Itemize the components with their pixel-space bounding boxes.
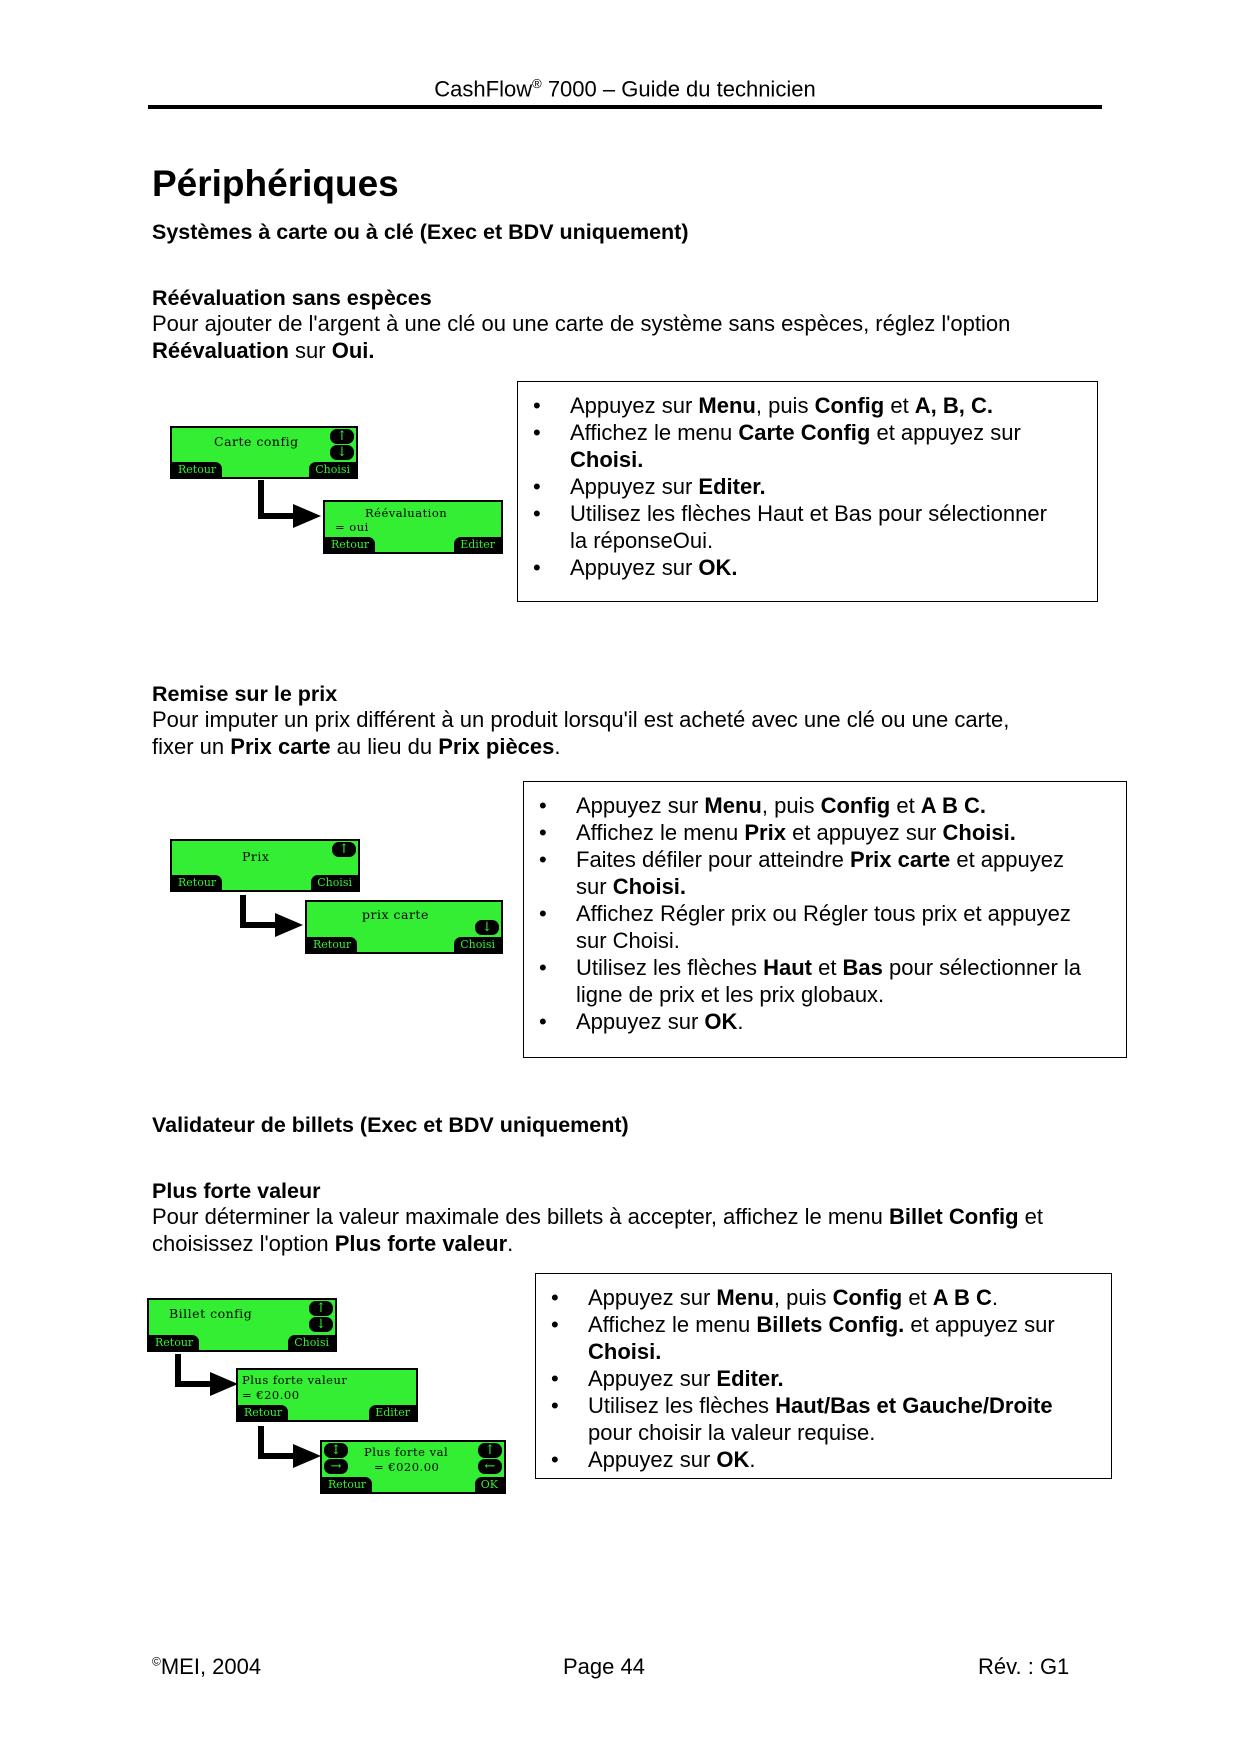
up-arrow-icon: ↑ — [330, 429, 354, 444]
lcd-title: Plus forte val — [364, 1445, 449, 1459]
instruction-box-revaluation — [517, 381, 1098, 602]
list-item: • Utilisez les flèches Haut et Bas pour sélectionner la réponseOui. — [518, 500, 1097, 554]
bold-term: Réévaluation — [152, 338, 289, 363]
flow-arrow-icon — [172, 1354, 242, 1404]
paragraph-price-discount — [152, 706, 1112, 760]
subheading-revaluation: Réévaluation sans espèces — [152, 286, 432, 310]
up-arrow-icon: ↑ — [478, 1443, 502, 1458]
softkey-retour: Retour — [307, 937, 357, 952]
softkey-choisi: Choisi — [311, 875, 358, 890]
softkey-retour: Retour — [325, 537, 375, 552]
footer-revision: Rév. : G1 — [978, 1654, 1070, 1679]
lcd-value: = €020.00 — [374, 1460, 440, 1474]
paragraph-line: choisissez l'option Plus forte valeur. — [152, 1231, 514, 1256]
lcd-value: = oui — [335, 520, 369, 534]
list-item: • Utilisez les flèches Haut et Bas pour sélectionner la ligne de prix et les prix globaux. — [524, 954, 1126, 1008]
down-arrow-icon: ↓ — [330, 445, 354, 460]
paragraph-line: Pour imputer un prix différent à un produit lorsqu'il est acheté avec une clé ou une carte, — [152, 707, 1010, 732]
instruction-box-highest-value — [535, 1273, 1112, 1479]
section-heading-card-systems: Systèmes à carte ou à clé (Exec et BDV uniquement) — [152, 220, 689, 244]
list-item: • Appuyez sur OK. — [518, 554, 1097, 581]
list-item: • Affichez Régler prix ou Régler tous prix et appuyez sur Choisi. — [524, 900, 1126, 954]
instruction-box-price-discount — [523, 781, 1127, 1058]
header-rest: 7000 – Guide du technicien — [541, 76, 816, 102]
list-item: • Affichez le menu Billets Config. et appuyez sur Choisi. — [536, 1311, 1111, 1365]
flow-arrow-icon — [255, 480, 325, 535]
paragraph-line: Pour déterminer la valeur maximale des billets à accepter, affichez le menu Billet Config et — [152, 1204, 1043, 1229]
list-item: • Utilisez les flèches Haut/Bas et Gauche/Droite pour choisir la valeur requise. — [536, 1392, 1111, 1446]
softkey-retour: Retour — [172, 462, 222, 477]
softkey-retour: Retour — [322, 1477, 372, 1492]
header-rule — [148, 105, 1102, 109]
footer-copyright: ©MEI, 2004 — [152, 1654, 262, 1679]
lcd-screen-plus-forte-val-edit — [320, 1440, 506, 1494]
lcd-screen-plus-forte-valeur — [236, 1368, 418, 1422]
header-brand: CashFlow — [434, 76, 533, 102]
lcd-value: = €20.00 — [242, 1388, 300, 1402]
list-item: • Affichez le menu Carte Config et appuyez sur Choisi. — [518, 419, 1097, 473]
list-item: • Appuyez sur Editer. — [536, 1365, 1111, 1392]
left-arrow-icon: ← — [478, 1459, 502, 1474]
bold-term: Oui. — [331, 338, 375, 363]
up-arrow-icon: ↑ — [332, 842, 356, 857]
lcd-title: Prix — [242, 849, 270, 864]
right-arrow-icon: → — [324, 1459, 348, 1474]
lcd-title: prix carte — [362, 907, 429, 922]
paragraph-line — [152, 337, 1112, 364]
registered-mark: ® — [532, 76, 542, 91]
list-item: • Appuyez sur Editer. — [518, 473, 1097, 500]
lcd-screen-billet-config — [147, 1298, 337, 1352]
list-item: • Appuyez sur Menu, puis Config et A B C. — [536, 1284, 1111, 1311]
lcd-screen-prix-carte — [305, 900, 503, 954]
softkey-retour: Retour — [238, 1405, 288, 1420]
text: sur — [288, 338, 332, 363]
softkey-choisi: Choisi — [309, 462, 356, 477]
subheading-price-discount: Remise sur le prix — [152, 682, 338, 706]
subheading-highest-value: Plus forte valeur — [152, 1179, 321, 1203]
updown-arrow-icon: ↕ — [324, 1443, 348, 1458]
paragraph-revaluation — [152, 310, 1112, 364]
footer-page-number: Page 44 — [563, 1654, 645, 1679]
down-arrow-icon: ↓ — [309, 1317, 333, 1332]
softkey-choisi: Choisi — [288, 1335, 335, 1350]
softkey-choisi: Choisi — [454, 937, 501, 952]
flow-arrow-icon — [255, 1426, 325, 1476]
page-title: Périphériques — [152, 163, 399, 204]
down-arrow-icon: ↓ — [475, 920, 499, 935]
flow-arrow-icon — [237, 895, 307, 945]
list-item: • Appuyez sur Menu, puis Config et A B C. — [524, 792, 1126, 819]
list-item: • Affichez le menu Prix et appuyez sur Choisi. — [524, 819, 1126, 846]
list-item: • Faites défiler pour atteindre Prix carte et appuyez sur Choisi. — [524, 846, 1126, 900]
paragraph-highest-value — [152, 1203, 1112, 1257]
lcd-title: Plus forte valeur — [242, 1373, 348, 1387]
page-header — [148, 76, 1102, 102]
softkey-retour: Retour — [172, 875, 222, 890]
lcd-screen-prix — [170, 839, 360, 892]
lcd-screen-reevaluation — [323, 500, 503, 554]
softkey-editer: Editer — [454, 537, 501, 552]
section-heading-bill-validator: Validateur de billets (Exec et BDV uniquement) — [152, 1113, 629, 1137]
lcd-title: Billet config — [169, 1306, 253, 1321]
lcd-screen-carte-config — [170, 426, 358, 479]
paragraph-line: Pour ajouter de l'argent à une clé ou une carte de système sans espèces, réglez l'option — [152, 311, 1011, 336]
list-item: • Appuyez sur OK. — [536, 1446, 1111, 1473]
softkey-ok: OK — [475, 1477, 504, 1492]
lcd-title: Carte config — [214, 434, 299, 449]
list-item: • Appuyez sur OK. — [524, 1008, 1126, 1035]
paragraph-line: fixer un Prix carte au lieu du Prix pièces. — [152, 734, 561, 759]
list-item: • Appuyez sur Menu, puis Config et A, B, C. — [518, 392, 1097, 419]
softkey-retour: Retour — [149, 1335, 199, 1350]
up-arrow-icon: ↑ — [309, 1301, 333, 1316]
copyright-mark: © — [152, 1654, 161, 1669]
softkey-editer: Editer — [369, 1405, 416, 1420]
lcd-title: Réévaluation — [365, 506, 448, 520]
